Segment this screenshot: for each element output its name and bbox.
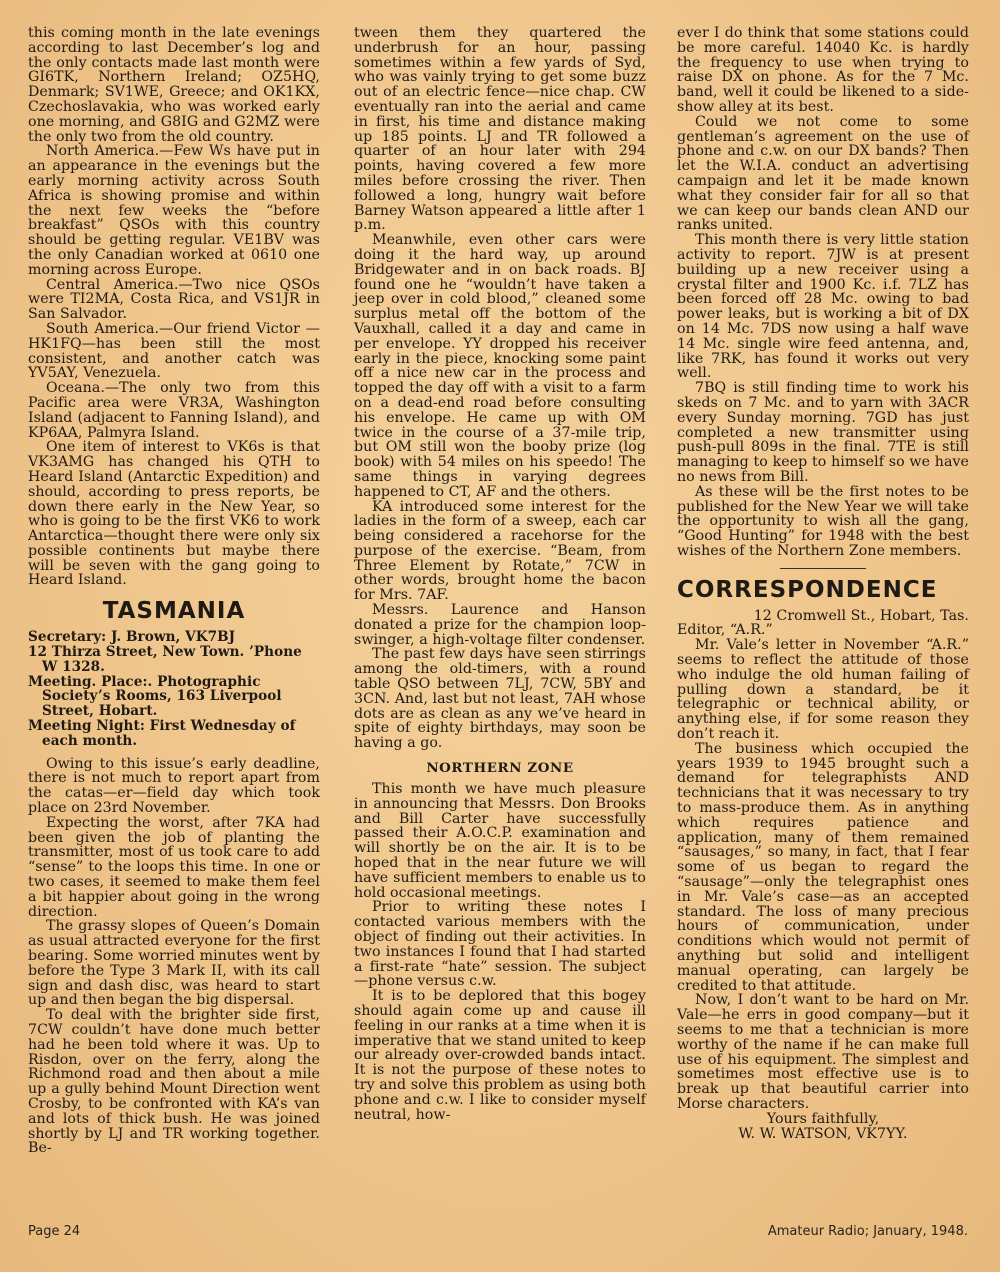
letter-signature: W. W. WATSON, VK7YY. — [738, 1125, 908, 1142]
paragraph: Mr. Vale’s letter in November “A.R.” seems to reflect the attitude of those who indulge the old human failing of pulling down a standard, be it telegraphic or technical ability, or anything else, if for some reason they don’t reach it. — [677, 637, 969, 743]
section-heading-correspondence: CORRESPONDENCE — [677, 576, 938, 603]
paragraph: The past few days have seen stirrings among the old-timers, with a round table QSO between 7LJ, 7CW, 5BY and 3CN. And, last but not least, 7AH whose dots are as clean as any we’ve heard in spite of eighty birthdays, may soon be having a go. — [354, 646, 646, 752]
paragraph: The grassy slopes of Queen’s Domain as usual attracted everyone for the first bearing. Some worried minutes went by before the Type 3 Mark II, with its call sign and dash disc, was heard to start up and then began the big dispersal. — [28, 918, 320, 1009]
paragraph: ever I do think that some stations could be more careful. 14040 Kc. is hardly the frequency to use when trying to raise DX on phone. As for the 7 Mc. band, well it could be likened to a side-show alley at its best. — [677, 25, 969, 115]
publication-footer: Amateur Radio; January, 1948. — [767, 1224, 968, 1239]
paragraph: this coming month in the late evenings according to last December’s log and the only contacts made last month were GI6TK, Northern Ireland; OZ5HQ, Denmark; SV1WE, Greece; and OK1KX, Czechoslavakia, who was worked early one morning, and G8IG and G2MZ were the only two from the old country. — [28, 25, 320, 145]
paragraph: This month we have much pleasure in announcing that Messrs. Don Brooks and Bill Carter have successfully passed their A.O.C.P. examination and will shortly be on the air. It is to be hoped that in the near future we will have sufficient members to enable us to hold occasional meetings. — [354, 781, 646, 901]
section-heading-tasmania: TASMANIA — [102, 598, 246, 625]
paragraph: tween them they quartered the underbrush for an hour, passing sometimes within a few yards of Syd, who was vainly trying to get some buzz out of an electric fence—nice chap. CW eventually ran into the aerial and came in first, his time and distance making up 185 points. LJ and TR followed a quarter of an hour later with 294 points, having covered a few more miles before crossing the river. Then followed a long, hungry wait before Barney Watson appeared a little after 1 p.m. — [354, 25, 646, 234]
paragraph: Could we not come to some gentleman’s agreement on the use of phone and c.w. on our DX bands? Then let the W.I.A. conduct an advertising campaign and let it be made known what they consider fair for all so that we can keep our bands clean AND our ranks united. — [677, 113, 969, 234]
paragraph: Owing to this issue’s early deadline, there is not much to report apart from the catas—er—field day which took place on 23rd November. — [28, 755, 320, 817]
paragraph: Meanwhile, even other cars were doing it the hard way, up around Bridgewater and in on back roads. BJ found one he “wouldn’t have taken a jeep over in cold blood,” cleaned some surplus metal off the bottom of the Vauxhall, called it a day and came in per envelope. YY dropped his receiver early in the piece, knocking some paint off a nice new car in the process and topped the day off with a visit to a farm on a dead-end road before consulting his envelope. He came up with OM twice in the course of a 37-mile trip, but OM still won the booby prize (log book) with 54 miles on his speedo! The same things in varying degrees happened to CT, AF and the others. — [354, 232, 646, 500]
paragraph: Expecting the worst, after 7KA had been given the job of planting the transmitter, most of us took care to add “sense” to the loops this time. In one or two cases, it seemed to make them feel a bit happier about going in the wrong direction. — [28, 814, 320, 920]
paragraph: This month there is very little station activity to report. 7JW is at present building up a new receiver using a crystal filter and 1900 Kc. i.f. 7LZ has been forced off 28 Mc. owing to bad power leaks, but is working a bit of DX on 14 Mc. 7DS now using a half wave 14 Mc. single wire feed antenna, and, like 7RK, has found it works out very well. — [677, 232, 969, 382]
column-1 — [28, 26, 320, 1156]
meeting-night-line: Meeting Night: First Wednesday of each month. — [28, 718, 296, 749]
letter-closing: Yours faithfully, — [766, 1110, 880, 1127]
paragraph: Oceana.—The only two from this Pacific area were VR3A, Washington Island (adjacent to Fanning Island), and KP6AA, Palmyra Island. — [28, 380, 320, 441]
page-number: Page 24 — [28, 1224, 81, 1239]
section-divider — [780, 568, 866, 569]
meeting-place-line: Meeting. Place:. Photographic Society’s Rooms, 163 Liverpool Street, Hobart. — [28, 673, 282, 720]
paragraph: To deal with the brighter side first, 7CW couldn’t have done much better had he been told where it was. Up to Risdon, over on the ferry, along the Richmond road and then about a mile up a gully behind Mount Direction went Crosby, to be confronted with KA’s van and lots of thick bush. He was joined shortly by LJ and TR working together. Be- — [28, 1007, 320, 1157]
subheading-northern-zone: NORTHERN ZONE — [426, 760, 574, 777]
paragraph: Now, I don’t want to be hard on Mr. Vale—he errs in good company—but it seems to me that a technician is more worthy of the name if he can make full use of his equipment. The simplest and sometimes most effective use is to break up that beautiful carrier into Morse characters. — [677, 992, 969, 1112]
column-3 — [677, 26, 969, 1141]
paragraph: South America.—Our friend Victor —HK1FQ—has been still the most consistent, and another catch was YV5AY, Venezuela. — [28, 320, 320, 382]
paragraph: Messrs. Laurence and Hanson donated a prize for the champion loop-swinger, a high-voltage filter condenser. — [354, 602, 646, 648]
letter-salutation: Editor, “A.R.” — [677, 622, 773, 639]
column-2 — [354, 26, 646, 1122]
division-details — [28, 630, 320, 748]
paragraph: As these will be the first notes to be published for the New Year we will take the opportunity to wish all the gang, “Good Hunting” for 1948 with the best wishes of the Northern Zone members. — [677, 483, 969, 559]
paragraph: It is to be deplored that this bogey should again come up and cause ill feeling in our ranks at a time when it is imperative that we stand united to keep our already over-crowded bands intact. It is not the purpose of these notes to try and solve this problem as using both phone and c.w. I like to consider myself neutral, how- — [354, 988, 646, 1123]
paragraph: 7BQ is still finding time to work his skeds on 7 Mc. and to yarn with 3ACR every Sunday morning. 7GD has just completed a new transmitter using push-pull 809s in the final. 7TE is still managing to keep to himself so we have no news from Bill. — [677, 380, 969, 485]
paragraph: The business which occupied the years 1939 to 1945 brought such a demand for telegraphists AND technicians that it was necessary to try to mass-produce them. As in anything which requires patience and application, many of them remained “sausages,” so many, in fact, that I fear some of us began to regard the “sausage”—only the telegraphist ones in Mr. Vale’s case—as an accepted standard. The loss of many precious hours of communication, under conditions which would not permit of anything but solid and intelligent manual operating, can largely be credited to that attitude. — [677, 740, 969, 994]
secretary-line: Secretary: J. Brown, VK7BJ — [28, 629, 236, 646]
letter-address: 12 Cromwell St., Hobart, Tas. — [753, 607, 969, 624]
paragraph: KA introduced some interest for the ladies in the form of a sweep, each car being considered a racehorse for the purpose of the exercise. “Beam, from Three Element by Rotate,” 7CW in other words, brought home the bacon for Mrs. 7AF. — [354, 498, 646, 604]
paragraph: North America.—Few Ws have put in an appearance in the evenings but the early morning activity across South Africa is showing promise and within the next few weeks the “before breakfast” QSOs with this country should be getting regular. VE1BV was the only Canadian worked at 0610 one morning across Europe. — [28, 143, 320, 278]
paragraph: Central America.—Two nice QSOs were TI2MA, Costa Rica, and VS1JR in San Salvador. — [28, 276, 320, 323]
paragraph: Prior to writing these notes I contacted various members with the object of finding out their activities. In two instances I found that I had started a first-rate “hate” session. The subject—phone versus c.w. — [354, 899, 646, 990]
address-line: 12 Thirza Street, New Town. ’Phone W 1328. — [28, 644, 302, 675]
paragraph: One item of interest to VK6s is that VK3AMG has changed his QTH to Heard Island (Antarctic Expedition) and should, according to press reports, be down there early in the New Year, so who is going to be the first VK6 to work Antarctica—thought there were only six possible continents but maybe there will be seven with the gang going to Heard Island. — [28, 439, 320, 589]
